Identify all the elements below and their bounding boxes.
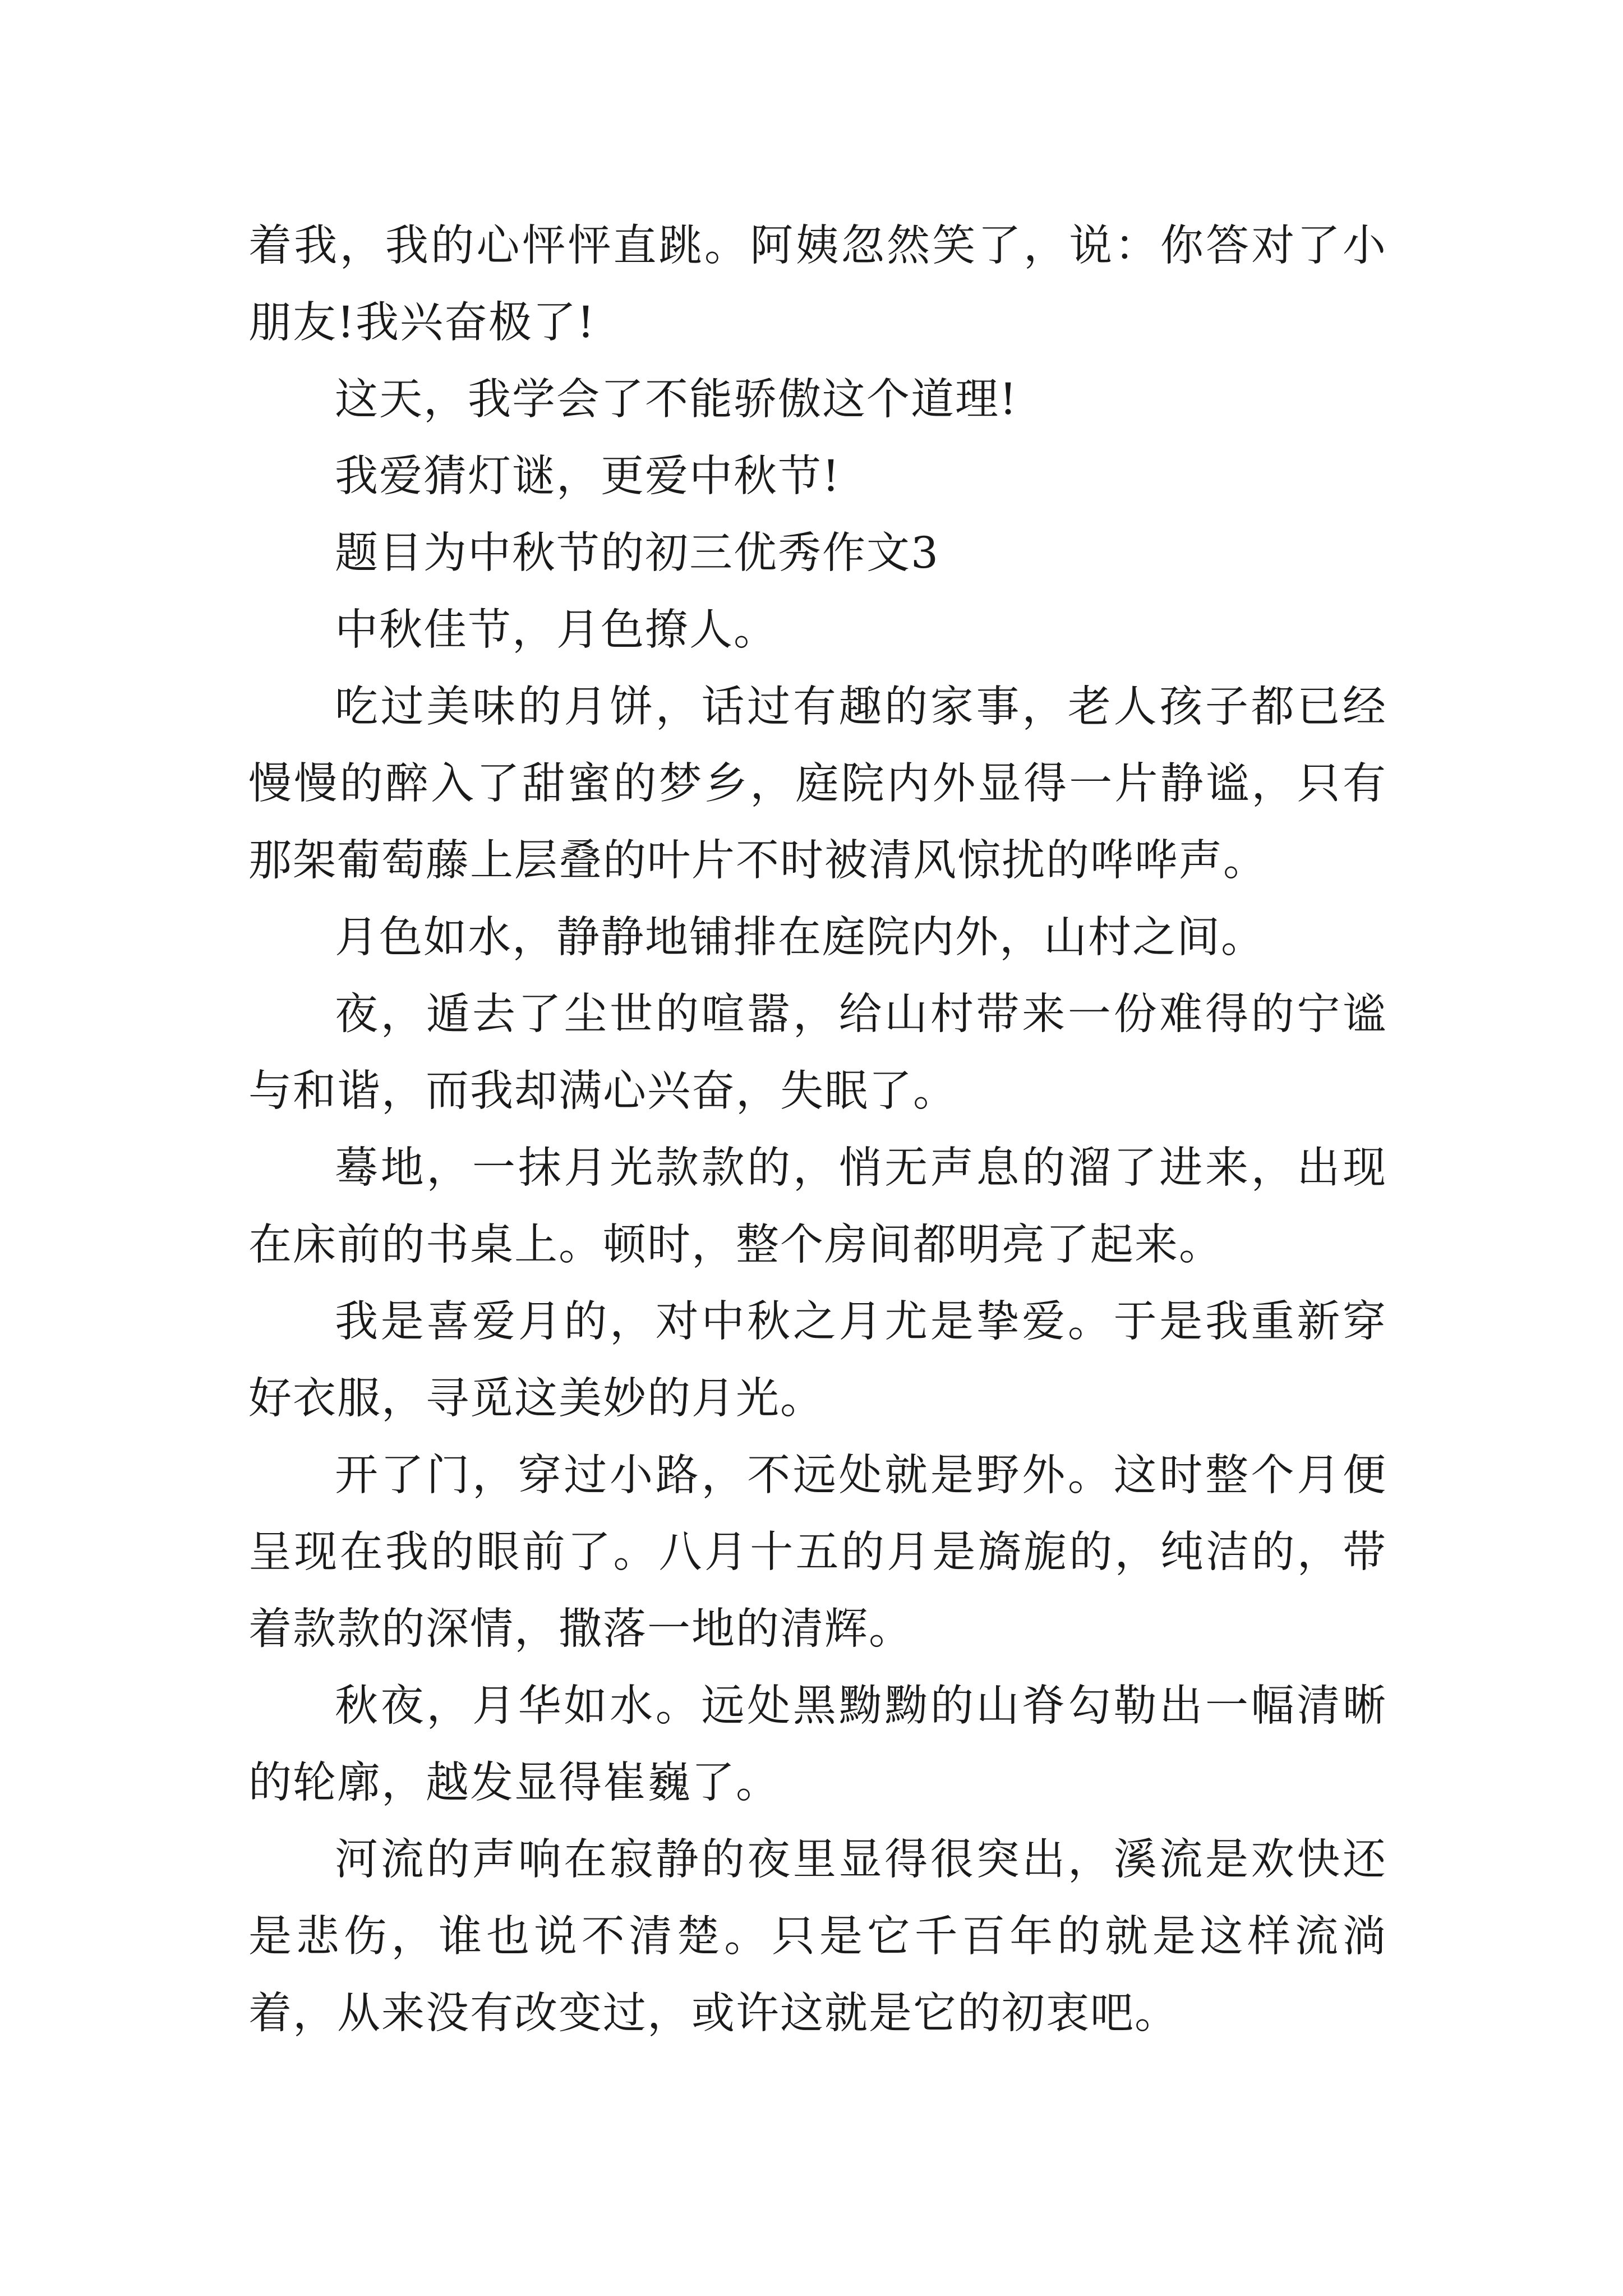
paragraph-6: 吃过美味的月饼，话过有趣的家事，老人孩子都已经慢慢的醉入了甜蜜的梦乡，庭院内外显得一片静谧，只有那架葡萄藤上层叠的叶片不时被清风惊扰的哗哗声。	[248, 682, 1387, 886]
paragraph-12: 秋夜，月华如水。远处黑黝黝的山脊勾勒出一幅清晰的轮廓，越发显得崔巍了。	[248, 1681, 1387, 1808]
paragraph-7: 月色如水，静静地铺排在庭院内外，山村之间。	[335, 913, 1265, 963]
paragraph-2: 这天，我学会了不能骄傲这个道理!	[335, 375, 1018, 425]
paragraph-1: 着我，我的心怦怦直跳。阿姨忽然笑了，说：你答对了小朋友!我兴奋极了!	[248, 221, 1387, 348]
paragraph-3: 我爱猜灯谜，更爱中秋节!	[335, 452, 841, 501]
paragraph-11: 开了门，穿过小路，不远处就是野外。这时整个月便呈现在我的眼前了。八月十五的月是旖旎的，纯洁的，带着款款的深情，撒落一地的清辉。	[248, 1451, 1387, 1654]
paragraph-10: 我是喜爱月的，对中秋之月尤是挚爱。于是我重新穿好衣服，寻觅这美妙的月光。	[248, 1297, 1387, 1424]
paragraph-5: 中秋佳节，月色撩人。	[335, 605, 778, 655]
paragraph-8: 夜，遁去了尘世的喧嚣，给山村带来一份难得的宁谧与和谐，而我却满心兴奋，失眠了。	[248, 990, 1387, 1116]
paragraph-9: 蓦地，一抹月光款款的，悄无声息的溜了进来，出现在床前的书桌上。顿时，整个房间都明亮了起来。	[248, 1143, 1387, 1270]
document-body	[248, 208, 1387, 2052]
paragraph-13: 河流的声响在寂静的夜里显得很突出，溪流是欢快还是悲伤，谁也说不清楚。只是它千百年的就是这样流淌着，从来没有改变过，或许这就是它的初衷吧。	[248, 1835, 1387, 2039]
section-heading: 题目为中秋节的初三优秀作文3	[335, 528, 939, 578]
